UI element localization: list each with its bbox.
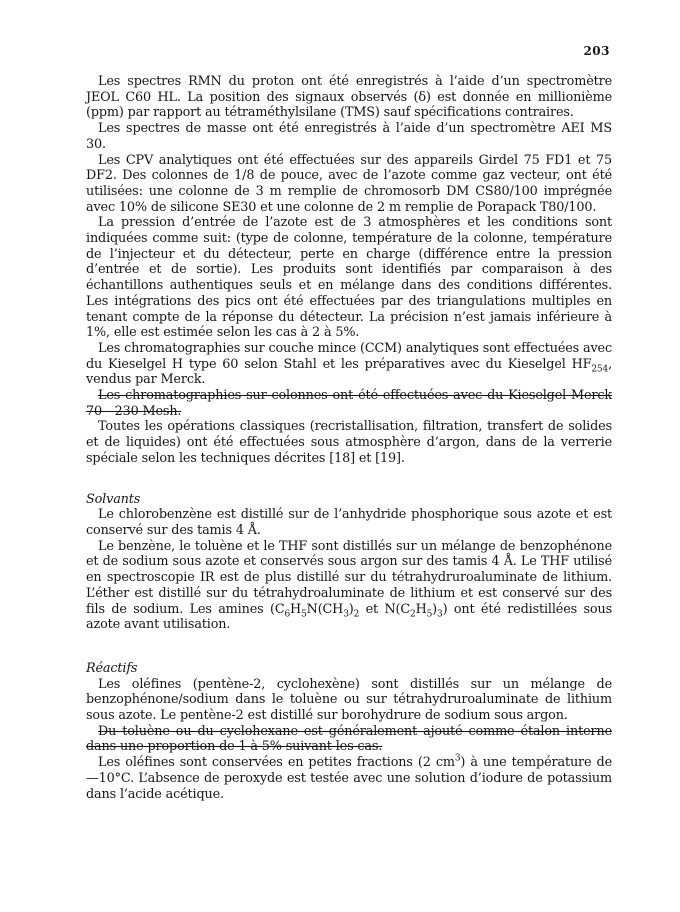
- formula-part: ): [348, 601, 354, 617]
- formula-sub: 3: [437, 609, 443, 620]
- storage-superscript: 3: [454, 753, 461, 764]
- ccm-paragraph: [86, 341, 612, 388]
- formula-sub: 2: [410, 609, 416, 620]
- formula-part: C: [274, 601, 285, 617]
- mass-spec-paragraph: Les spectres de masse ont été enregistrés à l’aide d’un spectromètre AEI MS 30.: [86, 121, 612, 152]
- nmr-paragraph: Les spectres RMN du proton ont été enregistrés à l’aide d’un spectromètre JEOL C60 HL. La position des signaux observés (δ) est donnée en millionième (ppm) par rapport au tétraméthylsilane (TMS) sauf spécifications contraires.: [86, 74, 612, 121]
- formula-sub: 5: [426, 609, 433, 620]
- reactifs-heading: Réactifs: [86, 660, 138, 676]
- ccm-subscript: 254: [591, 364, 609, 375]
- chlorobenzene-paragraph: Le chlorobenzène est distillé sur de l’anhydride phosphorique sous azote et est conservé sur des tamis 4 Å.: [86, 507, 612, 538]
- formula-sub: 3: [343, 609, 349, 620]
- solvents-text: Le benzène, le toluène et le THF sont distillés sur un mélange de benzophénone et de sodium sous azote et conservés sous argon sur des tamis 4 Å. Le THF utilisé en spectroscopie IR est de plus distillé sur du tétrahydruroaluminate de lithium. L’éther est distillé sur du tétrahydroaluminate de lithium et est conservé sur des fils de sodium. Les amines (: [86, 538, 612, 617]
- formula-part: N(CH: [306, 601, 344, 617]
- cpv-paragraph: Les CPV analytiques ont été effectuées sur des appareils Girdel 75 FD1 et 75 DF2. Des colonnes de 1/8 de pouce, avec de l’azote comme gaz vecteur, ont été utilisées: une colonne de 3 m remplie de chromosorb DM CS80/100 imprégnée avec 10% de silicone SE30 et une colonne de 2 m remplie de Porapack T80/100.: [86, 152, 612, 215]
- pressure-paragraph: La pression d’entrée de l’azote est de 3 atmosphères et les conditions sont indiquées comme suit: (type de colonne, température de la colonne, température de l’injecteur et du détecteur, perte en charge (différence entre la pression d’entrée et de sortie). Les produits sont identifiés par comparaison à des échantillons authentiques seuls et en mélange dans des conditions différentes. Les intégrations des pics ont été effectuées par des triangulations multiples en tenant compte de la réponse du détecteur. La précision n’est jamais inférieure à 1%, elle est estimée selon les cas à 2 à 5%.: [86, 215, 612, 341]
- formula-part: H: [415, 601, 427, 617]
- formula-sub: 2: [353, 609, 360, 620]
- column-chromatography-paragraph: Les chromatographies sur colonnes ont été effectuées avec du Kieselgel Merck 70—230 Mesh.: [86, 388, 612, 419]
- formula-part: H: [290, 601, 302, 617]
- standard-paragraph: Du toluène ou du cyclohexane est généralement ajouté comme étalon interne dans une proportion de 1 à 5% suivant les cas.: [86, 723, 612, 755]
- olefins-paragraph: Les oléfines (pentène-2, cyclohexène) sont distillés sur un mélange de benzophénone/sodium dans le toluène ou sur tétrahydruroaluminate de lithium sous azote. Le pentène-2 est distillé sur borohydrure de sodium sous argon.: [86, 676, 612, 724]
- storage-text-end: ) à une température de —10°C. L’absence de peroxyde est testée avec une solution d’iodure de potassium dans l’acide acétique.: [86, 755, 612, 802]
- formula-dimethylaniline: [274, 601, 360, 620]
- ccm-text-end: , vendus par Merck.: [86, 356, 612, 388]
- solvents-text-mid: et N(C: [359, 601, 410, 617]
- formula-triethylamine: [410, 601, 443, 620]
- solvents-paragraph: [86, 539, 612, 633]
- formula-sub: 6: [284, 609, 291, 620]
- page-number: 203: [583, 44, 610, 58]
- ccm-text-start: Les chromatographies sur couche mince (CCM) analytiques sont effectuées avec du Kieselgel H type 60 selon Stahl et les préparatives avec du Kieselgel HF: [86, 340, 612, 372]
- formula-sub: 5: [301, 609, 307, 620]
- operations-paragraph: Toutes les opérations classiques (recristallisation, filtration, transfert de solides et de liquides) ont été effectuées sous atmosphère d’argon, dans de la verrerie spéciale selon les techniques décrites [18] et [19].: [86, 419, 612, 466]
- solvants-heading: Solvants: [86, 491, 141, 507]
- storage-paragraph: [86, 755, 612, 802]
- solvents-text-end: ) ont été redistillées sous azote avant utilisation.: [86, 601, 612, 633]
- formula-part: ): [432, 601, 438, 617]
- storage-text-start: Les oléfines sont conservées en petites fractions (2 cm: [98, 755, 455, 771]
- body-text: [86, 74, 612, 802]
